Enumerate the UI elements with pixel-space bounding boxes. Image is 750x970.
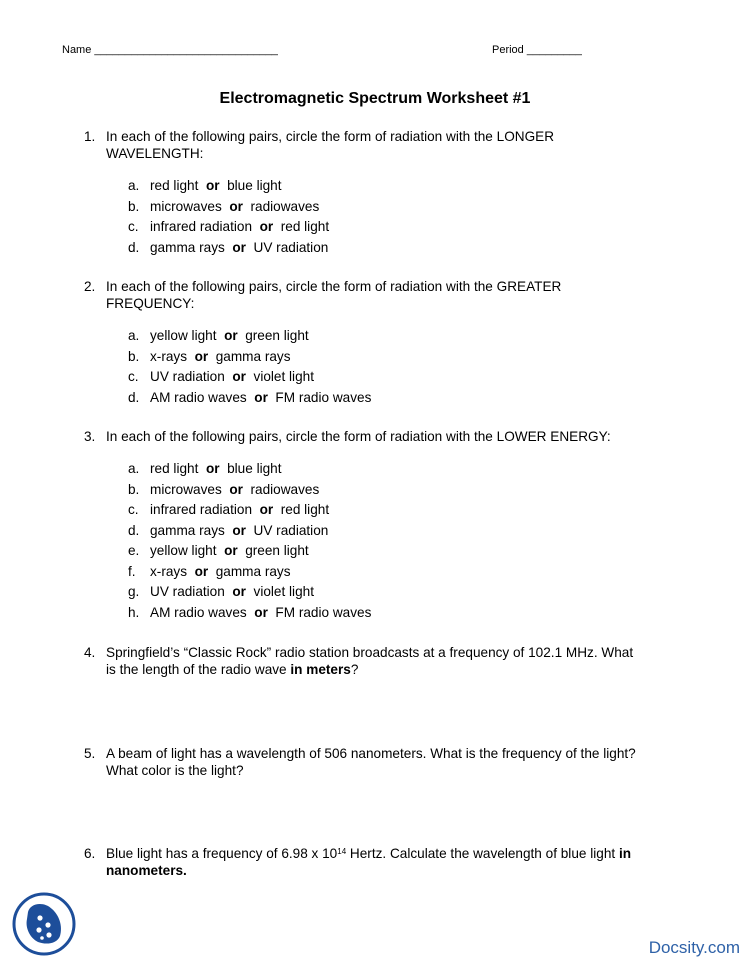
option-row: b. x-rays or gamma rays <box>128 348 291 364</box>
options-q1 <box>128 176 329 258</box>
question-number: 2. <box>84 279 96 294</box>
options-q3 <box>128 459 371 623</box>
worksheet-title: Electromagnetic Spectrum Worksheet #1 <box>219 90 531 107</box>
question-text: What color is the light? <box>106 762 244 778</box>
option-row: d. AM radio waves or FM radio waves <box>128 389 372 405</box>
question-text: In each of the following pairs, circle the form of radiation with the LONGER <box>106 129 555 144</box>
option-row: b. microwaves or radiowaves <box>128 481 320 497</box>
question-3 <box>84 429 704 446</box>
question-text: FREQUENCY: <box>106 295 195 311</box>
name-field: Name ______________________________ <box>62 44 278 56</box>
period-field: Period _________ <box>492 44 582 56</box>
question-text: WAVELENGTH: <box>106 145 204 161</box>
option-row: d. gamma rays or UV radiation <box>128 522 329 538</box>
question-text: In each of the following pairs, circle the form of radiation with the LOWER ENERGY: <box>106 429 611 444</box>
docsity-watermark[interactable]: Docsity.com <box>648 938 740 957</box>
question-text: nanometers. <box>106 862 187 878</box>
option-row: e. yellow light or green light <box>128 543 309 558</box>
option-row: b. microwaves or radiowaves <box>128 198 320 214</box>
option-row: a. red light or blue light <box>128 178 282 193</box>
question-text: Blue light has a frequency of 6.98 x $10^{14}$ Hertz. Calculate the wavelength of blue light in <box>106 846 632 861</box>
docsity-logo-icon <box>12 892 76 956</box>
option-row: d. gamma rays or UV radiation <box>128 239 329 255</box>
question-1 <box>84 129 704 162</box>
option-row: c. infrared radiation or red light <box>128 502 330 517</box>
question-text: is the length of the radio wave in meters? <box>106 661 359 677</box>
option-row: a. yellow light or green light <box>128 328 309 343</box>
question-number: 6. <box>84 846 96 861</box>
option-row: c. UV radiation or violet light <box>128 369 314 384</box>
question-number: 4. <box>84 645 96 660</box>
option-row: g. UV radiation or violet light <box>128 584 314 599</box>
question-text: In each of the following pairs, circle the form of radiation with the GREATER <box>106 279 562 294</box>
question-number: 5. <box>84 746 96 761</box>
question-6 <box>84 846 704 879</box>
options-q2 <box>128 326 371 408</box>
option-row: a. red light or blue light <box>128 461 282 476</box>
question-text: Springfield’s “Classic Rock” radio station broadcasts at a frequency of 102.1 MHz. What <box>106 645 634 660</box>
option-row: c. infrared radiation or red light <box>128 219 330 234</box>
question-5 <box>84 746 704 779</box>
question-number: 3. <box>84 429 96 444</box>
question-number: 1. <box>84 129 96 144</box>
question-text: A beam of light has a wavelength of 506 nanometers. What is the frequency of the light? <box>106 746 636 761</box>
option-row: f. x-rays or gamma rays <box>128 563 291 579</box>
option-row: h. AM radio waves or FM radio waves <box>128 604 372 620</box>
question-4 <box>84 645 704 678</box>
question-2 <box>84 279 704 312</box>
